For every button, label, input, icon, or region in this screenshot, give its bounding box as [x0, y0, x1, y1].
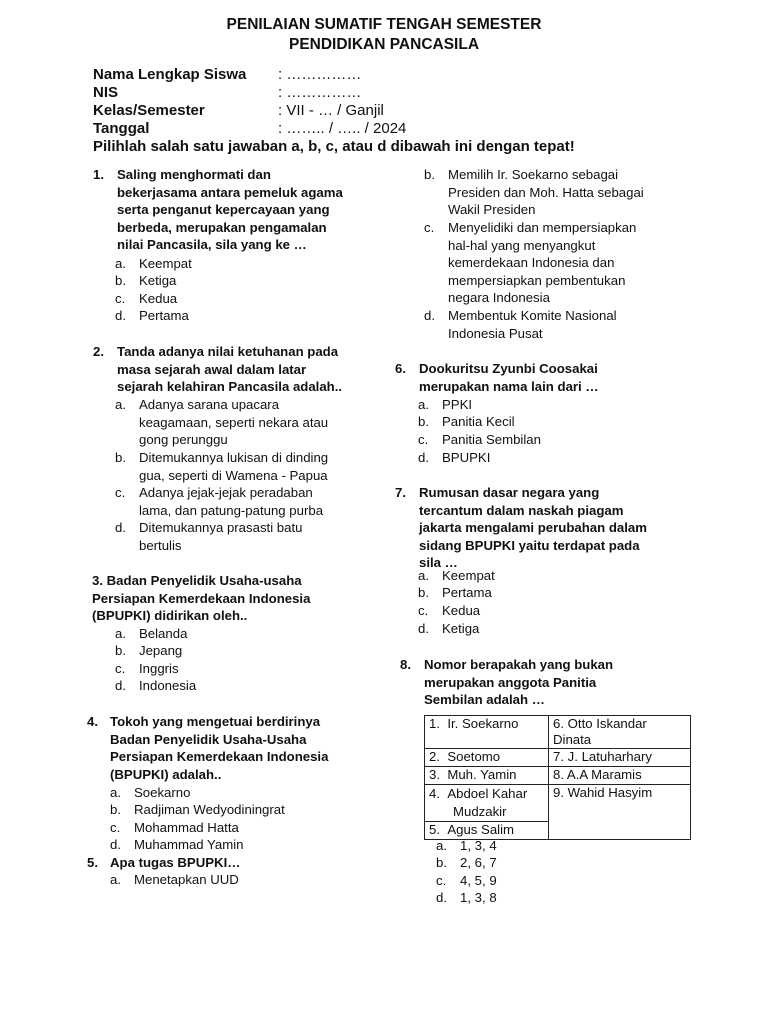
option-7a: a. Keempat: [418, 568, 495, 583]
option-3a: a. Belanda: [115, 626, 188, 641]
question-line: Tokoh yang mengetuai berdirinya: [110, 714, 321, 729]
option-4b: b. Radjiman Wedyodiningrat: [110, 802, 285, 817]
question-line: sidang BPUPKI yaitu terdapat pada: [419, 537, 640, 553]
question-number: 7.: [395, 485, 406, 500]
option-4d: d. Muhammad Yamin: [110, 837, 244, 852]
question-number: 2.: [93, 344, 104, 359]
question-number: 5.: [87, 855, 98, 870]
option-5c: c. Menyelidiki dan mempersiapkan hal-hal yang menyangkut kemerdekaan Indonesia dan mempersiapkan pembentukan negara Indonesia: [424, 220, 637, 306]
option-7b: b. Pertama: [418, 585, 492, 600]
question-line: berbeda, merupakan pengamalan: [117, 219, 327, 235]
question-6: [395, 360, 685, 396]
info-label-name: Nama Lengkap Siswa: [93, 66, 247, 83]
question-line: serta penganut kepercayaan yang: [117, 202, 330, 218]
option-1c: c. Kedua: [115, 291, 178, 306]
question-line: sejarah kelahiran Pancasila adalah..: [117, 379, 343, 395]
info-value-class: : VII - … / Ganjil: [278, 102, 384, 119]
option-2a: a. Adanya sarana upacara keagamaan, seperti nekara atau gong perunggu: [115, 397, 329, 448]
question-1: [93, 166, 373, 256]
question-line: nilai Pancasila, sila yang ke …: [117, 237, 307, 253]
question-8: [400, 656, 690, 710]
option-8a: a. 1, 3, 4: [436, 838, 497, 853]
question-line: Badan Penyelidik Usaha-Usaha: [110, 731, 307, 747]
info-label-date: Tanggal: [93, 120, 150, 137]
title-line-1: PENILAIAN SUMATIF TENGAH SEMESTER: [226, 16, 542, 33]
option-2d: d. Ditemukannya prasasti batu bertulis: [115, 520, 303, 553]
question-line: merupakan nama lain dari …: [419, 378, 599, 394]
option-3c: c. Inggris: [115, 661, 179, 676]
table-cell: 3. Muh. Yamin: [425, 767, 549, 785]
question-2: [93, 343, 373, 397]
question-line: Persiapan Kemerdekaan Indonesia: [92, 590, 311, 606]
question-number: 8.: [400, 657, 411, 672]
option-6b: b. Panitia Kecil: [418, 414, 515, 429]
question-line: Nomor berapakah yang bukan: [424, 657, 614, 672]
option-3b: b. Jepang: [115, 643, 183, 658]
option-8d: d. 1, 3, 8: [436, 890, 497, 905]
question-line: jakarta mengalami perubahan dalam: [419, 520, 647, 536]
option-5a: a. Menetapkan UUD: [110, 872, 239, 887]
option-6c: c. Panitia Sembilan: [418, 432, 541, 447]
member-table: [424, 715, 691, 840]
question-line: tercantum dalam naskah piagam: [419, 502, 624, 518]
option-8b: b. 2, 6, 7: [436, 855, 497, 870]
table-cell: 1. Ir. Soekarno: [425, 716, 549, 749]
question-line: Dookuritsu Zyunbi Coosakai: [419, 361, 598, 376]
instruction: Pilihlah salah satu jawaban a, b, c, atau d dibawah ini dengan tepat!: [93, 138, 575, 155]
table-cell: 9. Wahid Hasyim: [549, 785, 691, 840]
table-cell: 2. Soetomo: [425, 749, 549, 767]
info-label-class: Kelas/Semester: [93, 102, 205, 119]
table-cell: 8. A.A Maramis: [549, 767, 691, 785]
option-2b: b. Ditemukannya lukisan di dinding gua, seperti di Wamena - Papua: [115, 450, 329, 483]
info-value-name: : ……………: [278, 66, 362, 83]
option-4a: a. Soekarno: [110, 785, 191, 800]
option-1a: a. Keempat: [115, 256, 192, 271]
table-cell: 6. Otto Iskandar Dinata: [549, 716, 691, 749]
question-line: Rumusan dasar negara yang: [419, 485, 600, 500]
question-number: 4.: [87, 714, 98, 729]
info-label-nis: NIS: [93, 84, 119, 101]
title-line-2: PENDIDIKAN PANCASILA: [288, 36, 480, 53]
question-5: [87, 854, 372, 872]
table-cell: 5. Agus Salim: [425, 822, 549, 840]
question-line: Saling menghormati dan: [117, 167, 271, 182]
question-number: 1.: [93, 167, 104, 182]
question-line: (BPUPKI) didirikan oleh..: [92, 608, 248, 624]
question-line: masa sejarah awal dalam latar: [117, 361, 307, 377]
question-line: Persiapan Kemerdekaan Indonesia: [110, 749, 329, 765]
question-line: Tanda adanya nilai ketuhanan pada: [117, 344, 339, 359]
question-3: [92, 572, 372, 626]
option-1b: b. Ketiga: [115, 273, 177, 288]
question-line: bekerjasama antara pemeluk agama: [117, 184, 343, 200]
table-cell: 4. Abdoel Kahar Mudzakir: [425, 785, 549, 822]
option-4c: c. Mohammad Hatta: [110, 820, 239, 835]
option-7d: d. Ketiga: [418, 621, 480, 636]
option-5b: b. Memilih Ir. Soekarno sebagai Presiden dan Moh. Hatta sebagai Wakil Presiden: [424, 167, 644, 218]
info-value-date: : …….. / ….. / 2024: [278, 120, 407, 137]
question-line: sila …: [419, 555, 458, 571]
option-6a: a. PPKI: [418, 397, 473, 412]
question-line: Sembilan adalah …: [424, 692, 545, 708]
option-8c: c. 4, 5, 9: [436, 873, 497, 888]
table-cell: 7. J. Latuharhary: [549, 749, 691, 767]
question-4: [87, 713, 372, 785]
question-line: merupakan anggota Panitia: [424, 674, 597, 690]
question-line: (BPUPKI) adalah..: [110, 766, 222, 782]
option-1d: d. Pertama: [115, 308, 189, 323]
question-number: 6.: [395, 361, 406, 376]
info-value-nis: : ……………: [278, 84, 362, 101]
question-7: [395, 484, 695, 574]
option-2c: c. Adanya jejak-jejak peradaban lama, dan patung-patung purba: [115, 485, 324, 518]
option-6d: d. BPUPKI: [418, 450, 491, 465]
option-7c: c. Kedua: [418, 603, 481, 618]
question-line: Apa tugas BPUPKI…: [110, 855, 241, 870]
option-3d: d. Indonesia: [115, 678, 197, 693]
question-line: 3. Badan Penyelidik Usaha-usaha: [92, 573, 302, 588]
option-5d: d. Membentuk Komite Nasional Indonesia Pusat: [424, 308, 617, 341]
